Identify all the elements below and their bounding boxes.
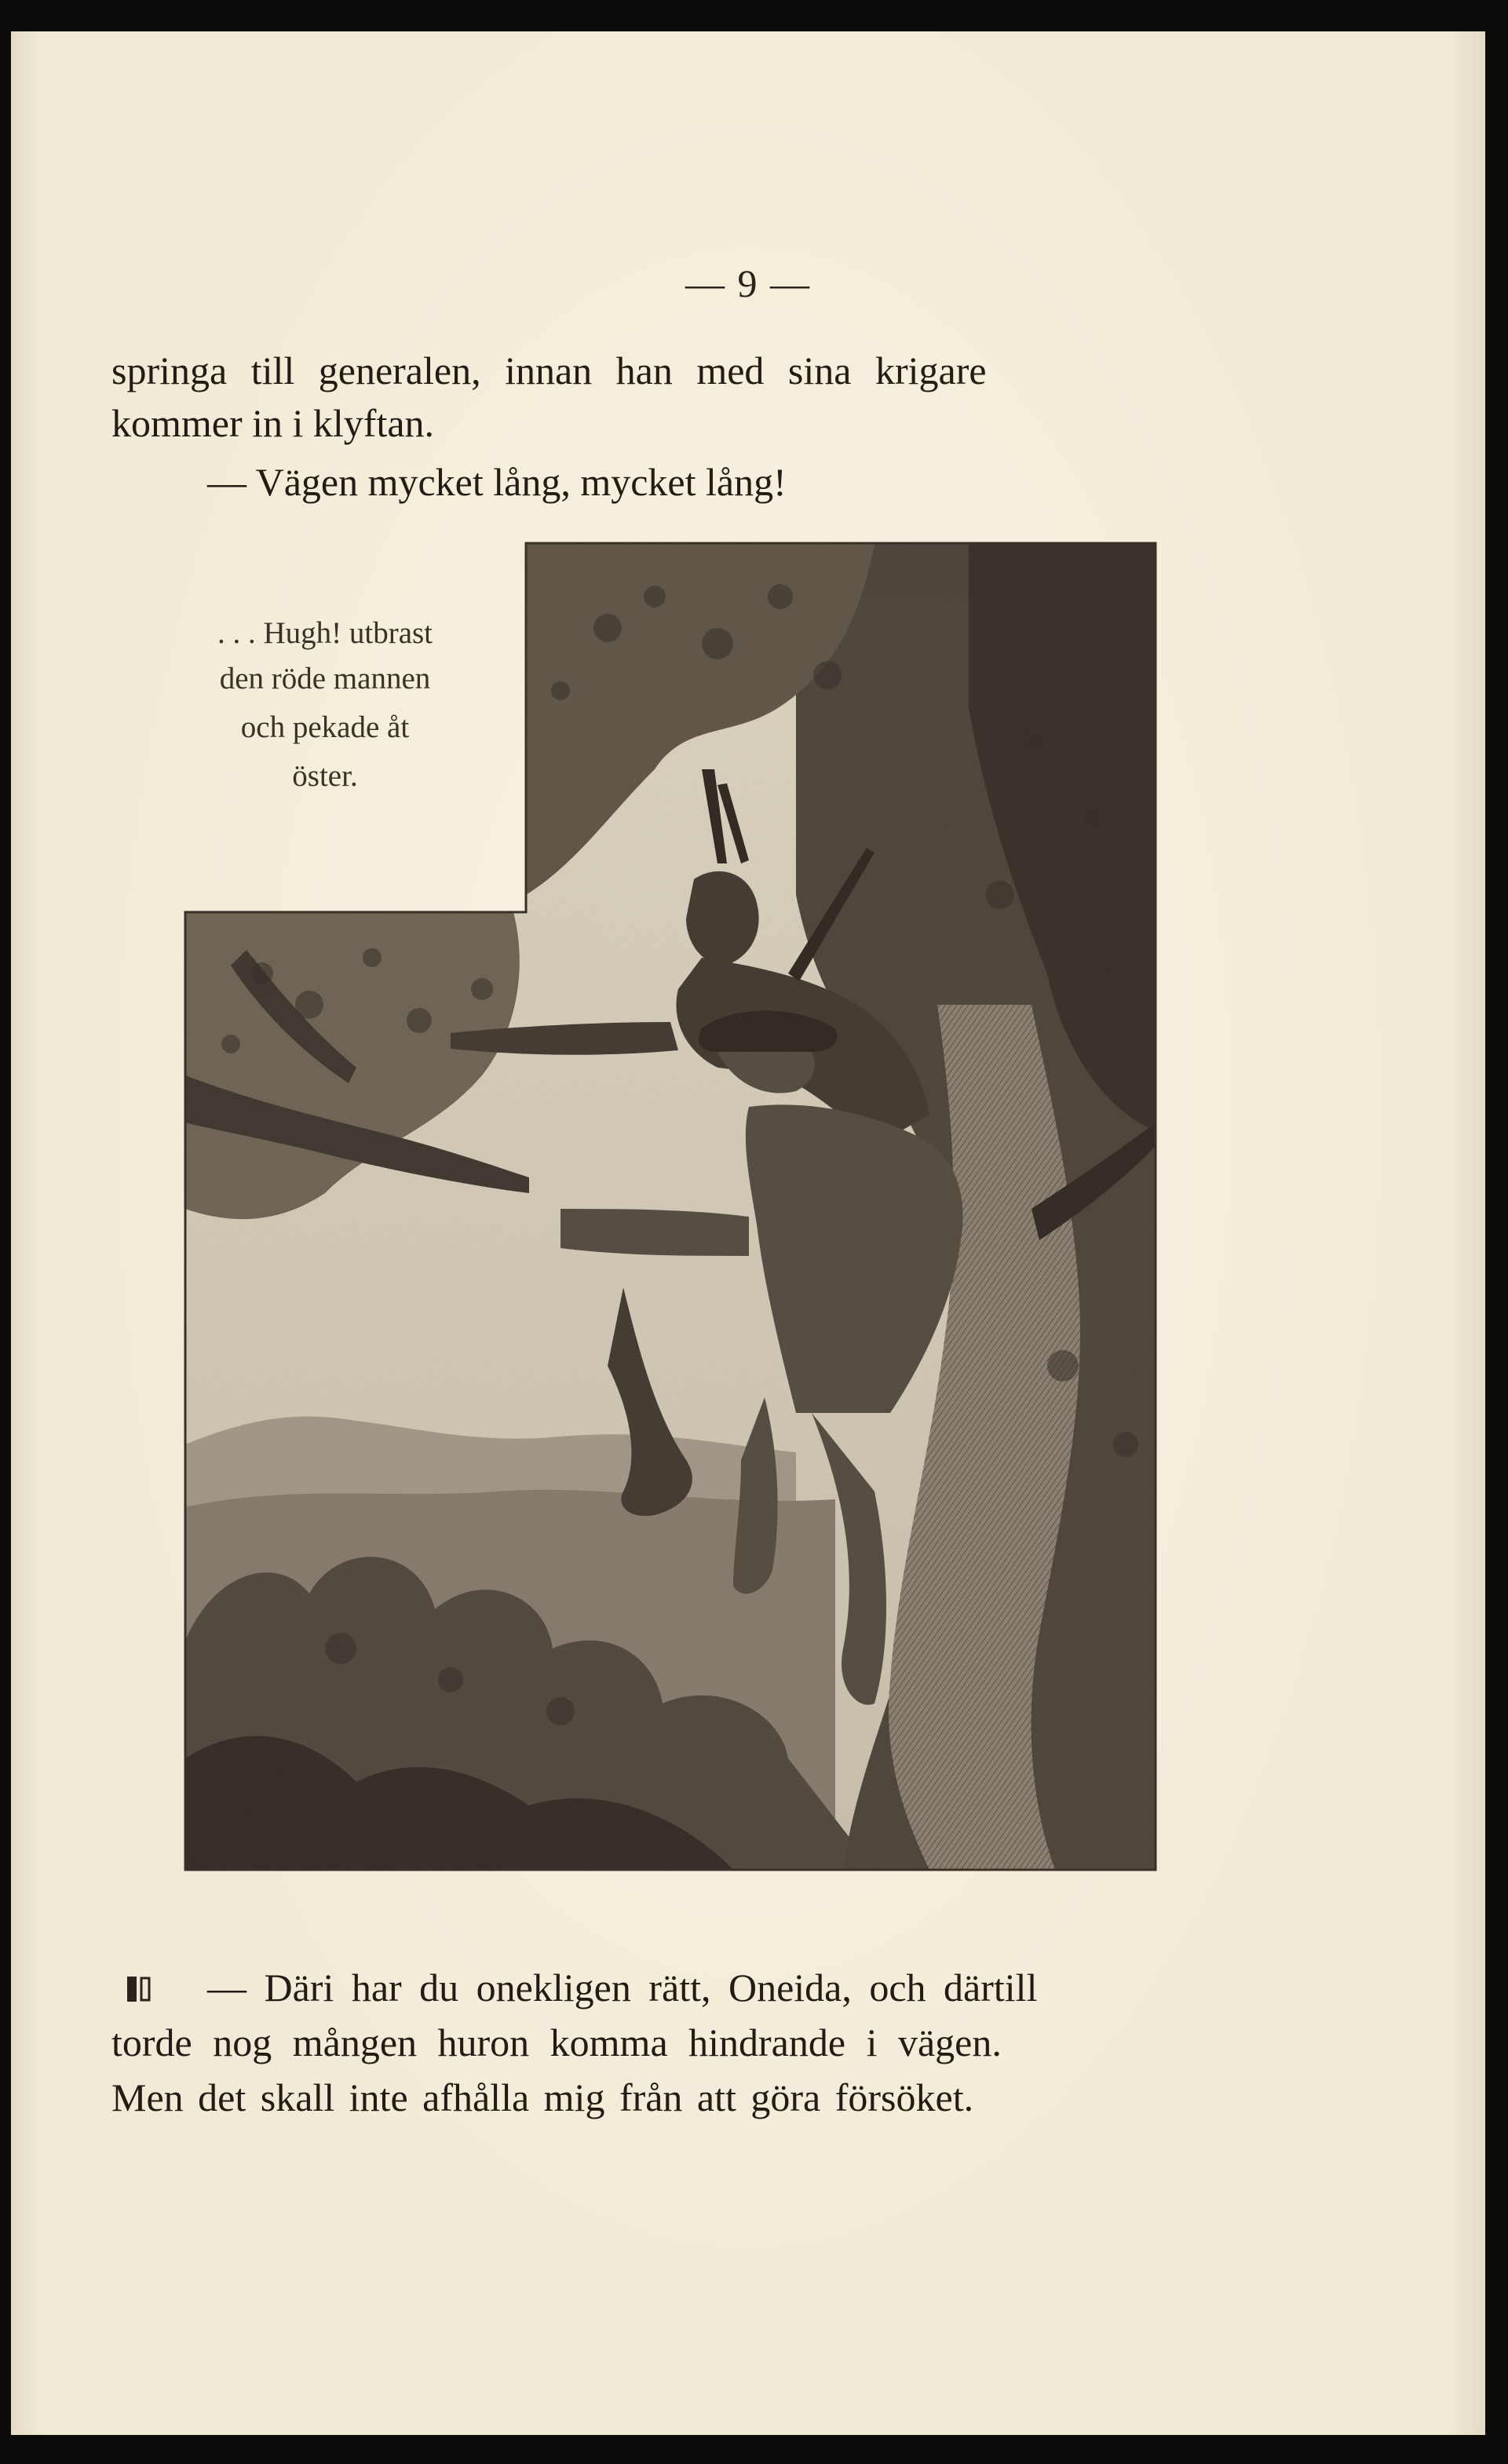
body-line-5 — [111, 2019, 1234, 2066]
body-line-6-text: Men det skall inte afhålla mig från att göra försöket. — [111, 2075, 974, 2119]
body-line-4-text: — Däri har du onekligen rätt, Oneida, och därtill — [207, 1966, 1038, 2010]
body-line-3-text: — Vägen mycket lång, mycket lång! — [207, 460, 787, 504]
body-line-6 — [111, 2074, 1234, 2121]
body-line-1-text: springa till generalen, innan han med sina krigare — [111, 349, 987, 392]
caption-line-2: den röde mannen — [219, 662, 431, 695]
caption-line-4: öster. — [292, 759, 358, 793]
body-line-4 — [207, 1964, 1236, 2011]
book-page — [11, 31, 1485, 2435]
body-line-5-text: torde nog mången huron komma hindrande i vägen. — [111, 2020, 1002, 2064]
caption-line-3: och pekade åt — [240, 710, 410, 744]
body-line-2-text: kommer in i klyftan. — [111, 401, 435, 445]
margin-mark-icon — [126, 1973, 165, 2005]
page-number: — 9 — — [685, 261, 811, 305]
caption-line-1: . . . Hugh! utbrast — [217, 616, 433, 650]
